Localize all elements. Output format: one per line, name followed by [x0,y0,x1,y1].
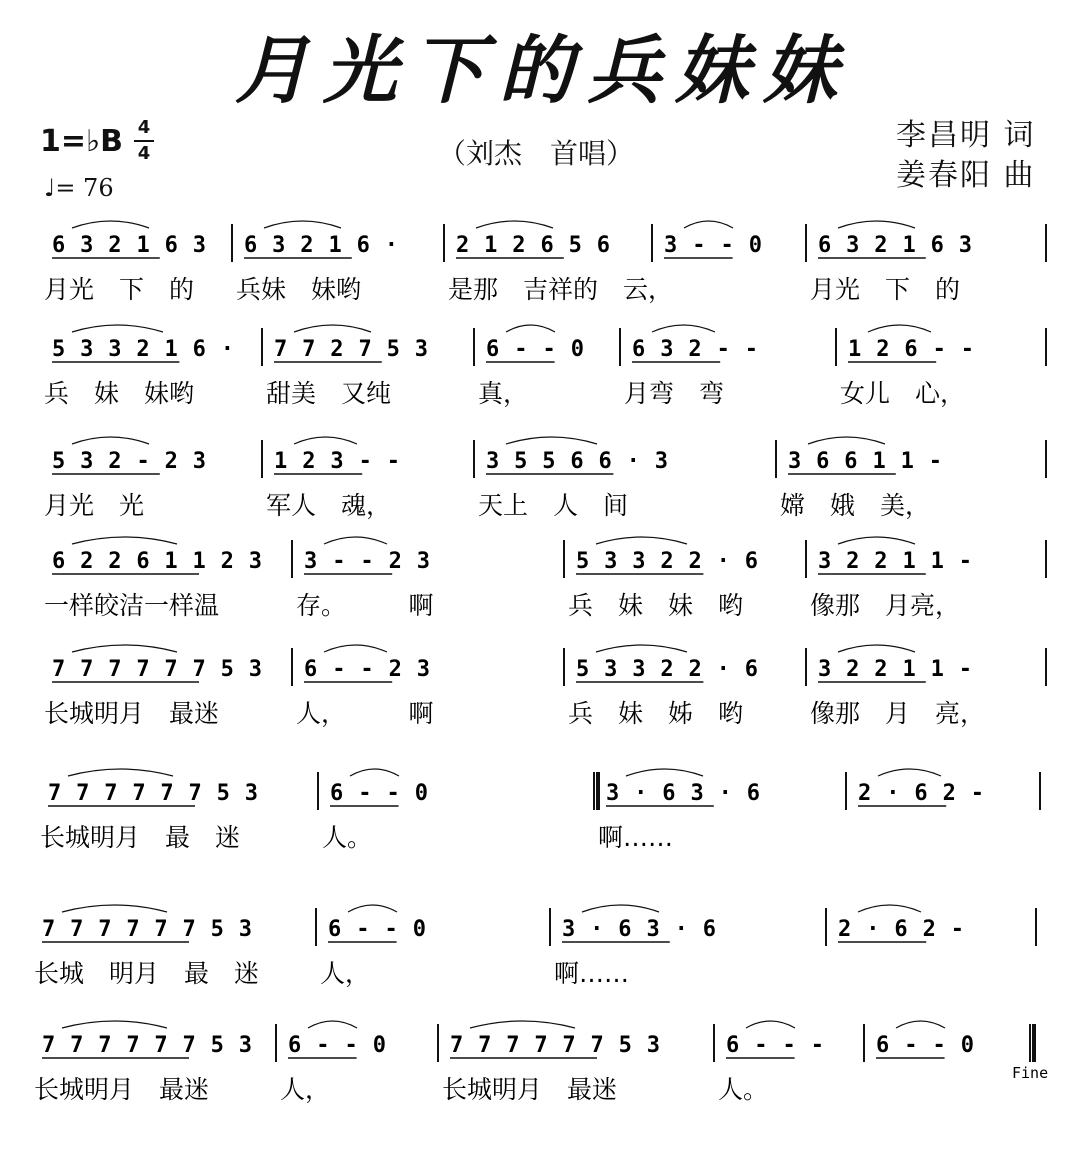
lyric-text: 长城明月 最 迷 [40,823,241,852]
lyricist-credit: 李昌明 词 [896,118,1036,153]
measure-notes: 3 - - 2 3 [304,549,430,574]
slur-arc [308,1021,357,1028]
measure-notes: 5 3 2 - 2 3 [52,449,206,474]
slur-arc [506,325,555,332]
lyric-text: 月光 下 的 [810,275,961,304]
lyric-text: 天上 人 间 [478,491,629,520]
lyric-text: 长城明月 最迷 [442,1075,618,1104]
lyric-text: 是那 吉祥的 云， [448,275,674,304]
measure-notes: 2 1 2 6 5 6 [456,233,610,258]
lyric-text: 人。 [718,1075,769,1104]
measure-notes: 6 - - 0 [876,1033,974,1058]
lyric-text: 人， [280,1075,331,1104]
measure-notes: 3 · 6 3 · 6 [606,781,760,806]
lyric-text: 真， [478,379,529,408]
fine-marking: Fine [1012,1064,1049,1082]
slur-arc [324,537,387,544]
time-signature-top: 4 [137,117,151,138]
slur-arc [294,325,371,332]
lyric-text: 长城 明月 最 迷 [34,959,260,988]
slur-arc [868,325,931,332]
measure-notes: 3 - - 0 [664,233,762,258]
slur-arc [626,769,703,776]
measure-notes: 7 7 7 7 7 7 5 3 [42,917,252,942]
measure-notes: 6 - - 0 [328,917,426,942]
lyric-text: 女儿 心， [840,379,966,408]
lyric-text: 长城明月 最迷 [44,699,220,728]
slur-arc [264,221,341,228]
slur-arc [72,645,177,652]
slur-arc [582,905,659,912]
slur-arc [470,1021,575,1028]
lyric-text: 兵 妹 妹 哟 [568,591,744,620]
slur-arc [72,325,163,332]
time-signature-bottom: 4 [137,143,151,164]
slur-arc [62,905,167,912]
lyric-text: 兵 妹 妹哟 [44,379,195,408]
lyric-text: 人。 [322,823,373,852]
slur-arc [294,437,357,444]
measure-notes: 3 5 5 6 6 · 3 [486,449,668,474]
measure-notes: 7 7 2 7 5 3 [274,337,428,362]
composer-credit: 姜春阳 曲 [896,158,1036,193]
slur-arc [596,537,687,544]
slur-arc [838,221,915,228]
measure-notes: 7 7 7 7 7 7 5 3 [48,781,258,806]
measure-notes: 5 3 3 2 2 · 6 [576,549,758,574]
slur-arc [324,645,387,652]
measure-notes: 2 · 6 2 - [858,781,984,806]
measure-notes: 5 3 3 2 1 6 · [52,337,234,362]
slur-arc [652,325,715,332]
lyric-text: 月光 下 的 [44,275,195,304]
measure-notes: 6 2 2 6 1 1 2 3 [52,549,262,574]
measure-notes: 6 - - 0 [330,781,428,806]
lyric-text: 像那 月亮， [810,591,961,620]
slur-arc [72,437,149,444]
measure-notes: 6 3 2 1 6 · [244,233,398,258]
lyric-text: 甜美 又纯 [266,379,392,408]
lyric-text: 人， 啊 [296,699,434,728]
measure-notes: 5 3 3 2 2 · 6 [576,657,758,682]
measure-notes: 7 7 7 7 7 7 5 3 [42,1033,252,1058]
slur-arc [838,645,915,652]
measure-notes: 7 7 7 7 7 7 5 3 [52,657,262,682]
slur-arc [746,1021,795,1028]
measure-notes: 3 6 6 1 1 - [788,449,942,474]
measure-notes: 6 3 2 - - [632,337,758,362]
measure-notes: 6 - - 2 3 [304,657,430,682]
slur-arc [62,1021,167,1028]
lyric-text: 兵妹 妹哟 [236,275,362,304]
slur-arc [838,537,915,544]
lyric-text: 存。 啊 [296,591,434,620]
measure-notes: 1 2 3 - - [274,449,400,474]
measure-notes: 6 3 2 1 6 3 [52,233,206,258]
tempo-marking: ♩= 76 [44,174,114,202]
slur-arc [72,537,177,544]
lyric-text: 军人 魂， [266,491,392,520]
lyric-text: 啊…… [598,823,674,852]
slur-arc [808,437,885,444]
measure-notes: 6 3 2 1 6 3 [818,233,972,258]
slur-arc [684,221,733,228]
measure-notes: 3 2 2 1 1 - [818,549,972,574]
slur-arc [348,905,397,912]
lyric-text: 长城明月 最迷 [34,1075,210,1104]
lyric-text: 月光 光 [44,491,145,520]
measure-notes: 6 - - - [726,1033,824,1058]
lyric-text: 兵 妹 姊 哟 [568,699,744,728]
slur-arc [506,437,597,444]
lyric-text: 一样皎洁一样温 [44,591,220,620]
slur-arc [596,645,687,652]
measure-notes: 3 2 2 1 1 - [818,657,972,682]
singer-credit: （刘杰 首唱） [438,137,635,170]
slur-arc [72,221,149,228]
measure-notes: 6 - - 0 [288,1033,386,1058]
lyric-text: 像那 月 亮， [810,699,986,728]
slur-arc [68,769,173,776]
slur-arc [896,1021,945,1028]
lyric-text: 人， [320,959,371,988]
measure-notes: 3 · 6 3 · 6 [562,917,716,942]
lyric-text: 啊…… [554,959,630,988]
key-signature: 1=♭B [40,124,124,159]
song-title: 月光下的兵妹妹 [235,28,851,114]
measure-notes: 2 · 6 2 - [838,917,964,942]
lyric-text: 嫦 娥 美， [780,491,931,520]
slur-arc [350,769,399,776]
lyric-text: 月弯 弯 [624,379,725,408]
slur-arc [476,221,553,228]
measure-notes: 7 7 7 7 7 7 5 3 [450,1033,660,1058]
measure-notes: 6 - - 0 [486,337,584,362]
slur-arc [878,769,941,776]
slur-arc [858,905,921,912]
measure-notes: 1 2 6 - - [848,337,974,362]
